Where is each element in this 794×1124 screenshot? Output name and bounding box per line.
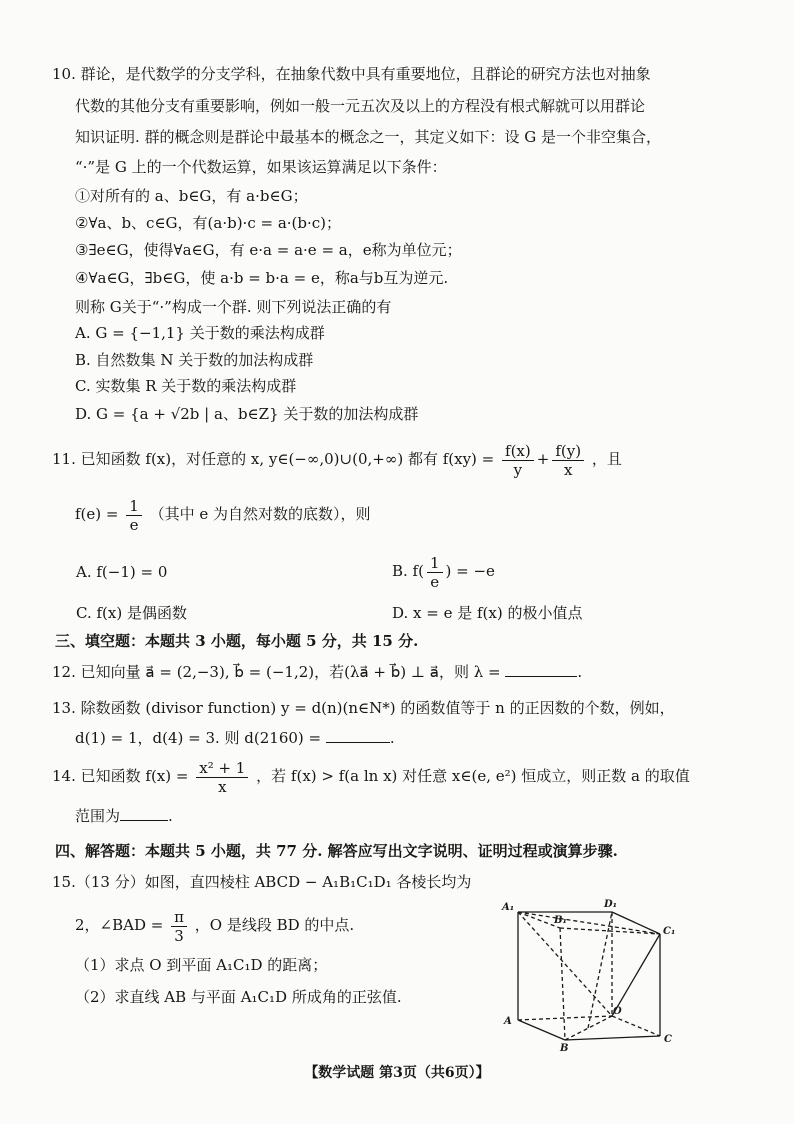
q10-condition-4: ④∀a∈G，∃b∈G，使 a·b = b·a = e，称a与b互为逆元. [75, 269, 449, 287]
q11-option-b [392, 552, 495, 591]
q12-end: . [577, 663, 583, 681]
section-4-heading: 四、解答题：本题共 5 小题，共 77 分. 解答应写出文字说明、证明过程或演算步骤. [55, 842, 618, 860]
q11-frac1-den: y [513, 460, 523, 479]
q12-stem [52, 662, 582, 682]
q14-fraction [196, 759, 248, 796]
q11-stem [52, 440, 622, 479]
label-c: C [664, 1034, 672, 1045]
q10-line4: “·”是 G 上的一个代数运算，如果该运算满足以下条件： [75, 158, 447, 176]
q10-conclusion: 则称 G关于“·”构成一个群. 则下列说法正确的有 [75, 298, 392, 316]
label-a: A [504, 1016, 512, 1027]
q15-angle-den: 3 [174, 926, 184, 945]
q11-cond-den: e [129, 515, 139, 534]
line-a1-d [518, 912, 612, 1016]
label-o: O [613, 1006, 622, 1017]
q11-optb-lhs: B. f( [392, 562, 424, 580]
q10-line1: 10. 群论，是代数学的分支学科，在抽象代数中具有重要地位，且群论的研究方法也对抽象 [52, 65, 651, 83]
q13-answer-blank[interactable] [326, 728, 390, 743]
q11-option-a: A. f(−1) = 0 [76, 563, 168, 581]
q14-den: x [218, 777, 227, 796]
q12-text: 12. 已知向量 a⃗ = (2,−3), b⃗ = (−1,2)，若(λa⃗ + b⃗) ⊥ a⃗，则 λ = [52, 663, 501, 681]
q11-lead: 11. 已知函数 f(x)，对任意的 x, y∈(−∞,0)∪(0,+∞) 都有 f(xy) = [52, 450, 495, 468]
label-a1: A₁ [502, 902, 515, 913]
q14-num: x² + 1 [196, 759, 248, 778]
q13-end: . [389, 729, 395, 747]
q11-cond-fraction [126, 497, 142, 534]
q14-answer-blank[interactable] [120, 806, 168, 821]
q15-angle-num: π [171, 908, 187, 927]
q12-answer-blank[interactable] [505, 662, 577, 677]
q15-line2-post: ，O 是线段 BD 的中点. [194, 916, 355, 934]
q11-plus: + [536, 450, 550, 468]
q15-angle-fraction [171, 908, 187, 945]
q14-line2-text: 范围为 [75, 807, 121, 825]
q15-part-1: （1）求点 O 到平面 A₁C₁D 的距离； [75, 956, 328, 974]
edge-b1-c1 [560, 928, 660, 934]
q11-frac1-num: f(x) [502, 442, 534, 461]
q10-option-c: C. 实数集 R 关于数的乘法构成群 [75, 377, 297, 395]
q13-line1: 13. 除数函数 (divisor function) y = d(n)(n∈N*) 的函数值等于 n 的正因数的个数，例如， [52, 699, 675, 717]
q11-fraction-2 [552, 442, 584, 479]
q14-lead: 14. 已知函数 f(x) = [52, 767, 189, 785]
q10-option-a: A. G = {−1,1} 关于数的乘法构成群 [75, 324, 325, 342]
q11-cond-text: （其中 e 为自然对数的底数），则 [149, 505, 371, 523]
q14-end: . [168, 807, 173, 825]
q15-line2-pre: 2，∠BAD = [75, 916, 164, 934]
label-d1: D₁ [604, 899, 618, 910]
line-a1-c1 [518, 912, 660, 934]
q13-line2 [75, 728, 395, 748]
q15-line1: 15.（13 分）如图，直四棱柱 ABCD − A₁B₁C₁D₁ 各棱长均为 [52, 873, 472, 891]
q10-line3: 知识证明. 群的概念则是群论中最基本的概念之一，其定义如下：设 G 是一个非空集合， [75, 128, 662, 146]
label-b: B [560, 1043, 569, 1051]
line-c1-d [612, 934, 660, 1016]
q11-tail: ，且 [591, 450, 622, 468]
q15-line2 [75, 906, 354, 945]
q14-rest: ，若 f(x) > f(a ln x) 对任意 x∈(e, e²) 恒成立，则正数 a 的取值 [256, 767, 690, 785]
q13-line2-text: d(1) = 1，d(4) = 3. 则 d(2160) = [75, 729, 322, 747]
q14-line2 [75, 806, 173, 826]
page-footer: 【数学试题 第3页（共6页）】 [304, 1065, 490, 1081]
q11-option-c: C. f(x) 是偶函数 [76, 604, 187, 622]
edge-d-c [612, 1016, 660, 1036]
q11-condition [75, 495, 371, 534]
q10-condition-2: ②∀a、b、c∈G，有(a·b)·c = a·(b·c)； [75, 214, 342, 232]
edge-b1-b [560, 928, 565, 1040]
q10-line2: 代数的其他分支有重要影响，例如一般一元五次及以上的方程没有根式解就可以用群论 [75, 97, 646, 115]
q11-fraction-1 [502, 442, 534, 479]
q14-stem [52, 757, 690, 796]
section-3-heading: 三、填空题：本题共 3 小题，每小题 5 分，共 15 分. [55, 632, 419, 650]
q11-optb-num: 1 [427, 554, 443, 573]
q11-cond-lhs: f(e) = [75, 505, 119, 523]
q11-frac2-den: x [563, 460, 573, 479]
edge-a-d [518, 1016, 612, 1020]
q11-cond-num: 1 [126, 497, 142, 516]
q10-condition-1: ①对所有的 a、b∈G，有 a·b∈G； [75, 187, 308, 205]
q15-part-2: （2）求直线 AB 与平面 A₁C₁D 所成角的正弦值. [75, 988, 402, 1006]
q11-option-d: D. x = e 是 f(x) 的极小值点 [392, 604, 583, 622]
prism-figure [500, 896, 690, 1051]
q10-option-b: B. 自然数集 N 关于数的加法构成群 [75, 351, 314, 369]
label-b1: B₁ [554, 915, 567, 926]
q10-option-d: D. G = {a + √2b | a、b∈Z} 关于数的加法构成群 [75, 405, 419, 423]
edge-b-c [565, 1036, 660, 1040]
q11-optb-den: e [430, 572, 440, 591]
q11-optb-fraction [427, 554, 443, 591]
q11-optb-rhs: ) = −e [445, 562, 495, 580]
q11-frac2-num: f(y) [552, 442, 584, 461]
edge-a-b [518, 1020, 565, 1040]
q10-condition-3: ③∃e∈G，使得∀a∈G，有 e·a = a·e = a，e称为单位元； [75, 241, 462, 259]
label-c1: C₁ [663, 926, 676, 937]
